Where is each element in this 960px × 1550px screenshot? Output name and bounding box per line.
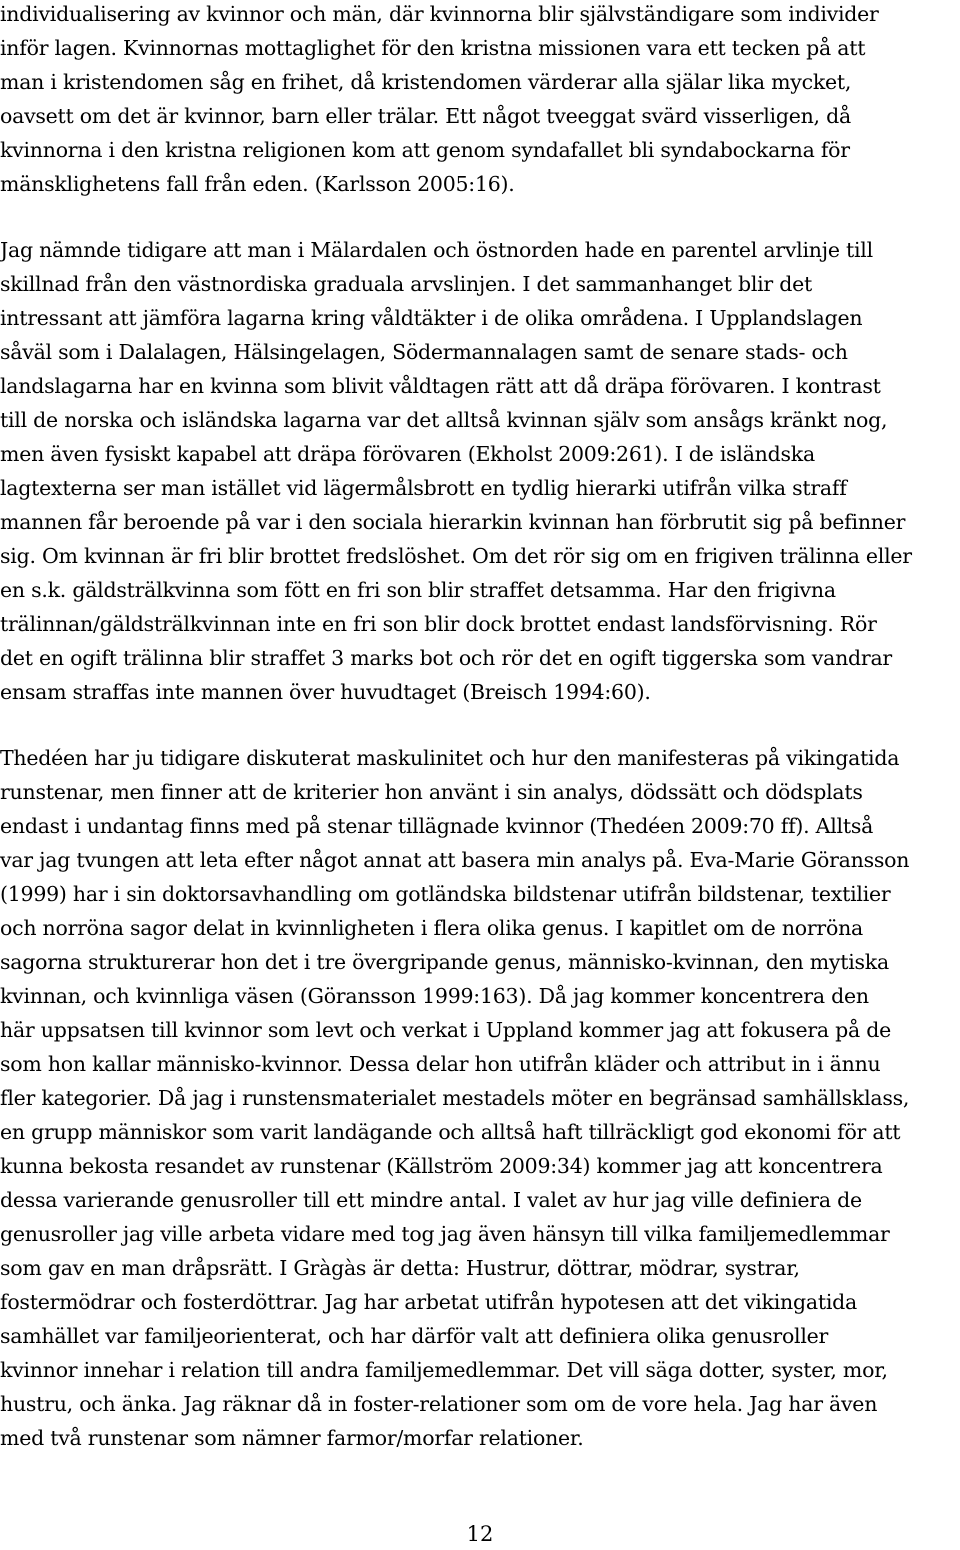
text-line: kvinnan, och kvinnliga väsen (Göransson 1999:163). Då jag kommer koncentrera den bbox=[0, 984, 869, 1008]
text-line: och norröna sagor delat in kvinnligheten i flera olika genus. I kapitlet om de norröna bbox=[0, 916, 863, 940]
text-line: som gav en man dråpsrätt. I Gràgàs är detta: Hustrur, döttrar, mödrar, systrar, bbox=[0, 1256, 800, 1280]
text-line: endast i undantag finns med på stenar tillägnade kvinnor (Thedéen 2009:70 ff). Alltså bbox=[0, 814, 874, 838]
text-line: ensam straffas inte mannen över huvudtaget (Breisch 1994:60). bbox=[0, 680, 651, 704]
text-line: som hon kallar människo-kvinnor. Dessa delar hon utifrån kläder och attribut in i ännu bbox=[0, 1052, 881, 1076]
text-line: (1999) har i sin doktorsavhandling om gotländska bildstenar utifrån bildstenar, textilier bbox=[0, 882, 891, 906]
text-line: landslagarna har en kvinna som blivit våldtagen rätt att då dräpa förövaren. I kontrast bbox=[0, 374, 881, 398]
text-line: en s.k. gäldsträlkvinna som fött en fri son blir straffet detsamma. Har den frigivna bbox=[0, 578, 836, 602]
paragraph-3 bbox=[0, 741, 960, 1455]
text-line: sig. Om kvinnan är fri blir brottet fredslöshet. Om det rör sig om en frigiven trälinna eller bbox=[0, 544, 912, 568]
text-line: runstenar, men finner att de kriterier hon använt i sin analys, dödssätt och dödsplats bbox=[0, 780, 863, 804]
text-line: det en ogift trälinna blir straffet 3 marks bot och rör det en ogift tiggerska som vandrar bbox=[0, 646, 892, 670]
text-line: kunna bekosta resandet av runstenar (Källström 2009:34) kommer jag att koncentrera bbox=[0, 1154, 883, 1178]
text-line: samhället var familjeorienterat, och har därför valt att definiera olika genusroller bbox=[0, 1324, 829, 1348]
text-line: mänsklighetens fall från eden. (Karlsson 2005:16). bbox=[0, 172, 515, 196]
text-line: mannen får beroende på var i den sociala hierarkin kvinnan han förbrutit sig på befinner bbox=[0, 510, 906, 534]
text-line: individualisering av kvinnor och män, där kvinnorna blir självständigare som individer bbox=[0, 2, 879, 26]
text-line: till de norska och isländska lagarna var det alltså kvinnan själv som ansågs kränkt nog, bbox=[0, 408, 888, 432]
text-line: med två runstenar som nämner farmor/morfar relationer. bbox=[0, 1426, 584, 1450]
text-line: såväl som i Dalalagen, Hälsingelagen, Södermannalagen samt de senare stads- och bbox=[0, 340, 848, 364]
text-line: Thedéen har ju tidigare diskuterat maskulinitet och hur den manifesteras på vikingatida bbox=[0, 746, 900, 770]
text-line: Jag nämnde tidigare att man i Mälardalen och östnorden hade en parentel arvlinje till bbox=[0, 238, 873, 262]
text-line: man i kristendomen såg en frihet, då kristendomen värderar alla själar lika mycket, bbox=[0, 70, 852, 94]
text-line: dessa varierande genusroller till ett mindre antal. I valet av hur jag ville definiera de bbox=[0, 1188, 862, 1212]
text-line: fler kategorier. Då jag i runstensmaterialet mestadels möter en begränsad samhällsklass, bbox=[0, 1086, 910, 1110]
text-line: genusroller jag ville arbeta vidare med tog jag även hänsyn till vilka familjemedlemmar bbox=[0, 1222, 890, 1246]
text-line: inför lagen. Kvinnornas mottaglighet för den kristna missionen vara ett tecken på att bbox=[0, 36, 866, 60]
page-number: 12 bbox=[466, 1522, 494, 1546]
text-line: trälinnan/gäldsträlkvinnan inte en fri son blir dock brottet endast landsförvisning. Rör bbox=[0, 612, 877, 636]
text-line: fostermödrar och fosterdöttrar. Jag har arbetat utifrån hypotesen att det vikingatida bbox=[0, 1290, 857, 1314]
text-line: men även fysiskt kapabel att dräpa förövaren (Ekholst 2009:261). I de isländska bbox=[0, 442, 815, 466]
text-line: en grupp människor som varit landägande och alltså haft tillräckligt god ekonomi för att bbox=[0, 1120, 901, 1144]
paragraph-1 bbox=[0, 0, 960, 201]
text-line: skillnad från den västnordiska graduala arvslinjen. I det sammanhanget blir det bbox=[0, 272, 812, 296]
paragraph-2 bbox=[0, 233, 960, 709]
text-line: lagtexterna ser man istället vid lägermålsbrott en tydlig hierarki utifrån vilka straff bbox=[0, 476, 847, 500]
text-line: kvinnorna i den kristna religionen kom att genom syndafallet bli syndabockarna för bbox=[0, 138, 850, 162]
text-line: här uppsatsen till kvinnor som levt och verkat i Uppland kommer jag att fokusera på de bbox=[0, 1018, 891, 1042]
text-line: intressant att jämföra lagarna kring våldtäkter i de olika områdena. I Upplandslagen bbox=[0, 306, 863, 330]
text-line: hustru, och änka. Jag räknar då in foster-relationer som om de vore hela. Jag har även bbox=[0, 1392, 878, 1416]
text-line: var jag tvungen att leta efter något annat att basera min analys på. Eva-Marie Göransson bbox=[0, 848, 910, 872]
text-line: sagorna strukturerar hon det i tre övergripande genus, människo-kvinnan, den mytiska bbox=[0, 950, 889, 974]
text-line: oavsett om det är kvinnor, barn eller trälar. Ett något tveeggat svärd visserligen, då bbox=[0, 104, 851, 128]
text-line: kvinnor innehar i relation till andra familjemedlemmar. Det vill säga dotter, syster, mor, bbox=[0, 1358, 888, 1382]
